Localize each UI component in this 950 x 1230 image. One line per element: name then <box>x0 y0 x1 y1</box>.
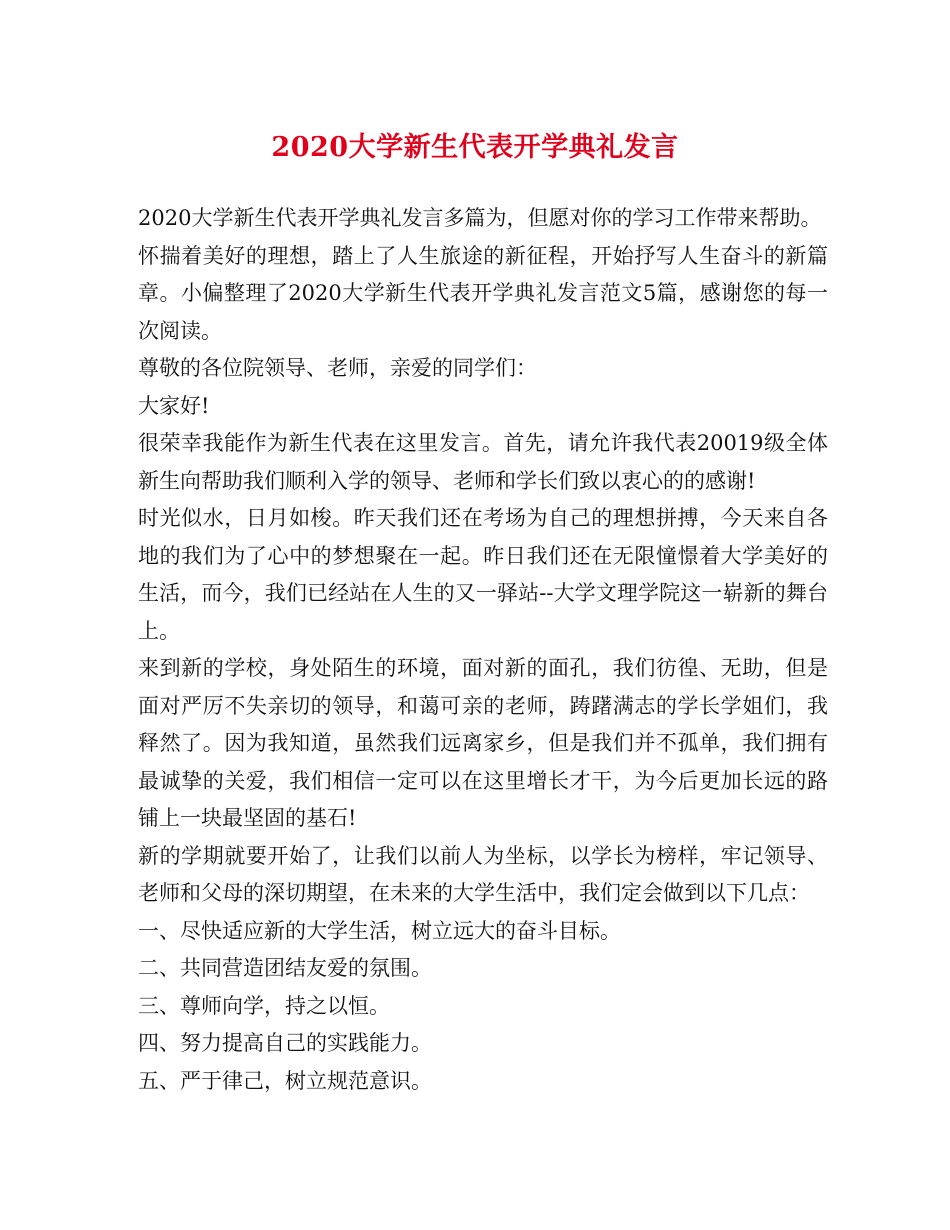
document-title: 2020大学新生代表开学典礼发言 <box>271 132 679 163</box>
document-body <box>138 200 828 1100</box>
paragraph-time: 时光似水，日月如梭。昨天我们还在考场为自己的理想拼搏，今天来自各地的我们为了心中的梦想聚在一起。昨日我们还在无限憧憬着大学美好的生活，而今，我们已经站在人生的又一驿站--大学文理学院这一崭新的舞台上。 <box>138 506 828 643</box>
list-item: 五、严于律己，树立规范意识。 <box>138 1068 432 1093</box>
paragraph-intro: 2020大学新生代表开学典礼发言多篇为，但愿对你的学习工作带来帮助。 <box>138 206 822 230</box>
paragraph-summary: 怀揣着美好的理想，踏上了人生旅途的新征程，开始抒写人生奋斗的新篇章。小偏整理了2020大学新生代表开学典礼发言范文5篇，感谢您的每一次阅读。 <box>138 243 828 343</box>
paragraph-thanks: 很荣幸我能作为新生代表在这里发言。首先，请允许我代表20019级全体新生向帮助我们顺利入学的领导、老师和学长们致以衷心的的感谢! <box>138 431 828 493</box>
paragraph-salutation: 尊敬的各位院领导、老师，亲爱的同学们： <box>138 356 537 380</box>
list-item: 一、尽快适应新的大学生活，树立远大的奋斗目标。 <box>138 918 621 943</box>
paragraph-greeting: 大家好! <box>138 393 210 418</box>
list-item: 四、努力提高自己的实践能力。 <box>138 1031 432 1055</box>
list-item: 二、共同营造团结友爱的氛围。 <box>138 956 432 980</box>
paragraph-new-school: 来到新的学校，身处陌生的环境，面对新的面孔，我们彷徨、无助，但是面对严厉不失亲切的领导，和蔼可亲的老师，踌躇满志的学长学姐们，我释然了。因为我知道，虽然我们远离家乡，但是我们并不孤单，我们拥有最诚挚的关爱，我们相信一定可以在这里增长才干，为今后更加长远的路铺上一块最坚固的基石! <box>138 656 828 830</box>
list-item: 三、尊师向学，持之以恒。 <box>138 993 390 1018</box>
paragraph-new-semester: 新的学期就要开始了，让我们以前人为坐标，以学长为榜样，牢记领导、老师和父母的深切期望，在未来的大学生活中，我们定会做到以下几点： <box>138 843 828 905</box>
